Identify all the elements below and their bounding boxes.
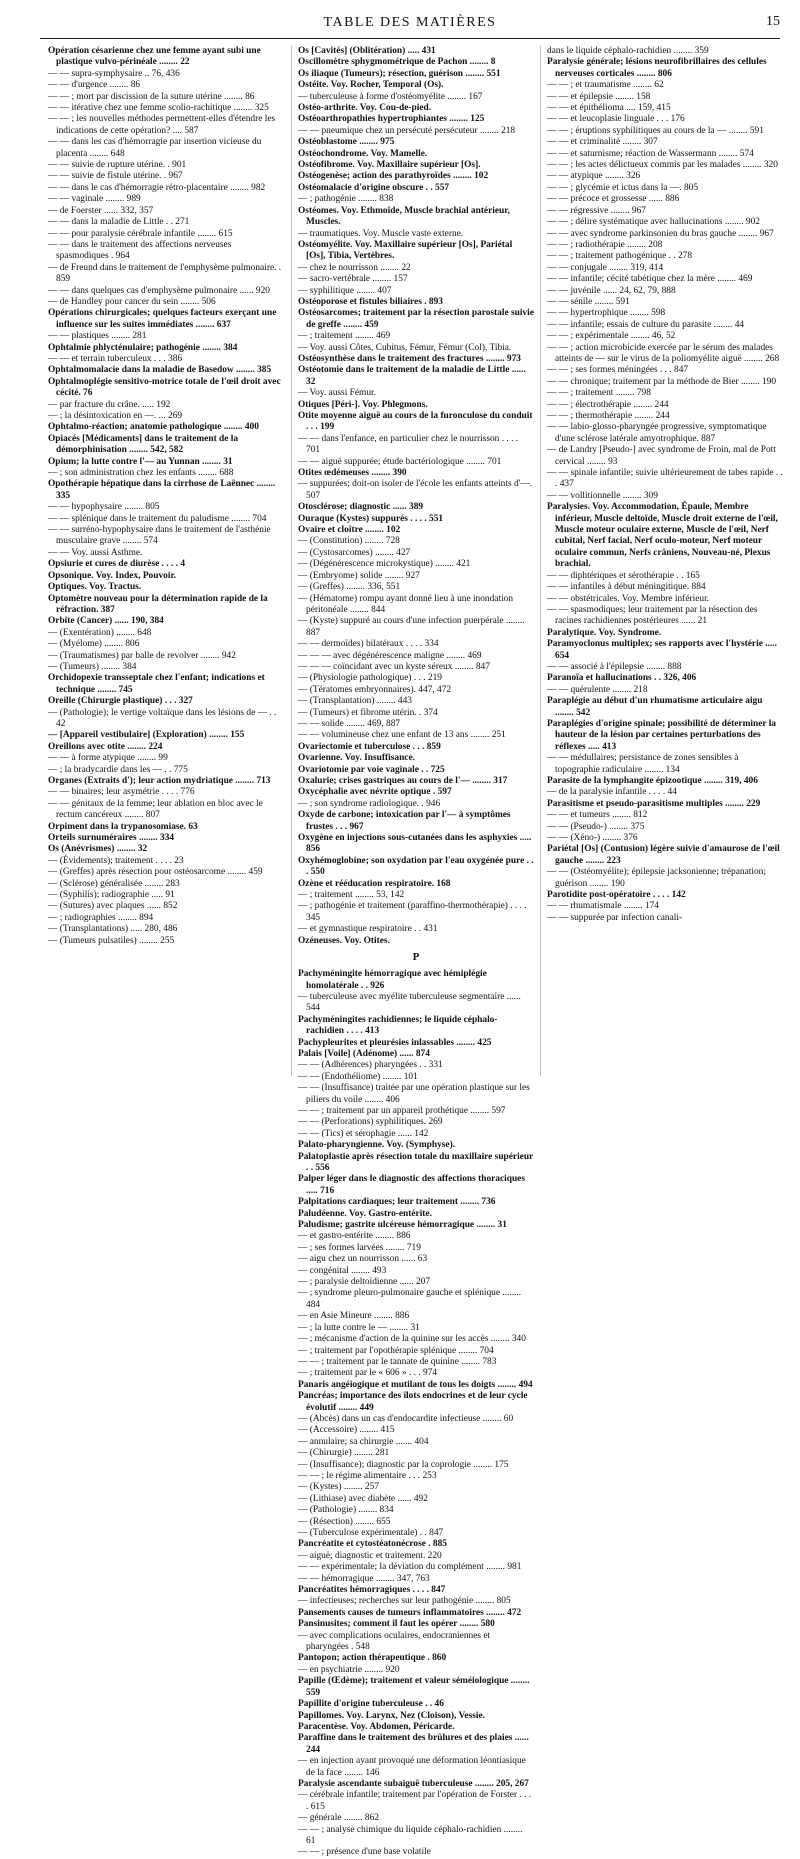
index-entry: — — ; thermothérapie ........ 244 — [547, 411, 670, 421]
index-entry: — suppurées; doit-on isoler de l'école les enfants atteints d'—. 507 — [298, 479, 533, 501]
index-entry: — — et terrain tuberculeux . . . 386 — [48, 353, 183, 364]
index-entry: — traumatiques. Voy. Muscle vaste externe. — [298, 228, 464, 239]
index-entry: Paraffine dans le traitement des brûlures et des plaies ...... 244 — [298, 1733, 529, 1755]
index-entry: Ostéite. Voy. Rocher, Temporal (Os). — [298, 80, 444, 91]
index-entry: — — splénique dans le traitement du paludisme ........ 704 — [48, 513, 267, 524]
index-entry: — — ; expérimentale ........ 46, 52 — [547, 331, 676, 342]
index-entry: — — ; les actes délictueux commis par les malades ........ 320 — [547, 160, 778, 171]
index-entry: Ophtalmomalacie dans la maladie de Basedow ........ 385 — [48, 365, 272, 376]
index-entry: Parasitisme et pseudo-parasitisme multiples ........ 229 — [547, 798, 761, 809]
index-entry: Ozéneuses. Voy. Otites. — [298, 935, 390, 946]
index-entry: Orpiment dans la trypanosomiase. 63 — [48, 821, 198, 832]
index-entry: — — et saturnisme; réaction de Wassermann ........ 574 — [547, 148, 754, 159]
index-entry: — ; traitement par l'opothérapie splénique ........ 704 — [298, 1345, 494, 1356]
index-entry: Orbite (Cancer) ...... 190, 384 — [48, 616, 164, 627]
index-entry: — (Transplantations) ..... 280, 486 — [48, 924, 178, 935]
index-entry: — chez le nourrisson ........ 22 — [298, 262, 411, 273]
index-entry: — — avec syndrome parkinsonien du bras gauche ........ 967 — [547, 228, 774, 239]
index-entry: — par fracture du crâne. ..... 192 — [48, 399, 171, 410]
index-entry: Ostéoporose et fistules biliaires . 893 — [298, 296, 443, 307]
index-entry: — — labio-glosso-pharyngée progressive, symptomatique d'une sclérose latérale amyotrophique. 887 — [547, 422, 767, 444]
index-entry: Paracentèse. Voy. Abdomen, Péricarde. — [298, 1721, 455, 1732]
index-entry: — — et épithélioma .... 159, 415 — [547, 103, 671, 114]
index-entry: — — — avec dégénérescence maligne ........ 469 — [298, 650, 482, 661]
index-entry: Ophtalmoplégie sensitivo-motrice totale de l'œil droit avec cécité. 76 — [48, 376, 281, 399]
index-entry: — (Insuffisance); diagnostic par la coprologie ........ 175 — [298, 1459, 509, 1470]
index-entry: Opiacés [Médicaments] dans le traitement de la démorphinisation ........ 542, 582 — [48, 433, 239, 456]
index-entry: Opsonique. Voy. Index, Pouvoir. — [48, 570, 177, 581]
index-entry: Os iliaque (Tumeurs); résection, guérison ........ 551 — [298, 68, 501, 79]
index-entry: Ostéomyélite. Voy. Maxillaire supérieur [Os], Pariétal [Os], Tibia, Vertèbres. — [298, 239, 513, 262]
index-entry: Palais [Voile] (Adénome) ...... 874 — [298, 1048, 430, 1059]
index-entry: — sacro-vertébrale ........ 157 — [298, 274, 408, 285]
index-entry: — tuberculeuse à forme d'ostéomyélite ........ 167 — [298, 91, 483, 102]
index-entry: — — ; les nouvelles méthodes permettent-elles d'étendre les indications de cette opération? .... 587 — [48, 114, 276, 136]
index-entry: Orteils surnuméraires ........ 334 — [48, 833, 175, 844]
index-entry: — — (Pseudo-) ........ 375 — [547, 821, 645, 832]
index-entry: — — associé à l'épilepsie ........ 888 — [547, 661, 682, 672]
index-entry: — — hypertrophique ........ 598 — [547, 308, 666, 319]
index-entry: Optomètre nouveau pour la détermination rapide de la réfraction. 387 — [48, 593, 268, 615]
index-entry: — (Hématome) rompu ayant donné lieu à une inondation péritonéale ........ 844 — [298, 593, 514, 615]
index-entry: — — supra-symphysaire .. 76, 436 — [48, 68, 180, 79]
index-entry: Pancréas; importance des îlots endocrines et de leur cycle évolutif ........ 449 — [298, 1391, 528, 1413]
index-column-1 — [42, 46, 291, 1076]
index-entry: Paraplégies d'origine spinale; possibilité de déterminer la hauteur de la lésion par certaines perturbations des réflexes ..... 413 — [547, 718, 776, 752]
index-entry: — ; son syndrome radiologique. . 946 — [298, 798, 441, 809]
index-entry: Parotidite post-opératoire . . . . 142 — [547, 890, 686, 901]
index-entry: — — pneumique chez un persécuté persécuteur ........ 218 — [298, 125, 516, 136]
index-entry: — — ; action microbicide exercée par le sérum des malades atteints de — sur le virus de la poliomyélite aiguë ........ 268 — [547, 342, 780, 364]
index-entry: Ophtalmo-réaction; anatomie pathologique ........ 400 — [48, 422, 259, 433]
index-entry: — syphilitique ........ 407 — [298, 285, 392, 296]
index-entry: — (Myélome) ........ 806 — [48, 639, 140, 650]
index-entry: — — suivie de fistule utérine. . 967 — [48, 171, 183, 182]
index-entry: — — ; délire systématique avec hallucinations ........ 902 — [547, 217, 760, 228]
index-entry: — — spasmodiques; leur traitement par la résection des racines rachidiennes postérieures ...... 21 — [547, 604, 758, 627]
index-entry: Oreillons avec otite ........ 224 — [48, 741, 163, 752]
index-entry: Ostéofibrome. Voy. Maxillaire supérieur [Os]. — [298, 160, 481, 171]
index-entry: Orchidopexie transseptale chez l'enfant; indications et technique ........ 745 — [48, 673, 265, 695]
index-entry: Paralysies. Voy. Accommodation, Épaule, Membre inférieur, Muscle deltoïde, Muscle droit externe de l'œil, Muscle moteur oculaire externe, Muscle de l'œil, Nerf cubital, Nerf facial, Nerf oculo-moteur, Nerf moteur oculaire commun, Nerfs crâniens, Nouveau-né, Plexus brachial. — [547, 502, 778, 570]
index-entry: Os [Cavités] (Oblitération) ..... 431 — [298, 46, 436, 56]
index-entry: — — spinale infantile; suivie ultérieurement de tabes rapide . . . 437 — [547, 468, 783, 490]
index-entry: Paramyoclonus multiplex; ses rapports avec l'hystérie ..... 654 — [547, 639, 777, 661]
index-entry: — aigu chez un nourrisson ...... 63 — [298, 1254, 428, 1265]
index-entry: — de Handley pour cancer du sein ........ 506 — [48, 296, 216, 307]
index-entry: Palpitations cardiaques; leur traitement ........ 736 — [298, 1197, 496, 1208]
index-entry: — — dermoïdes) bilatéraux . . . . 334 — [298, 639, 439, 650]
index-entry: — — suppurée par infection canali- — [547, 912, 683, 923]
index-entry: — (Tuberculose expérimentale) . . 847 — [298, 1528, 444, 1538]
index-entry: — — ; mort par discission de la suture utérine ........ 86 — [48, 91, 255, 102]
index-entry: Opium; la lutte contre l'— au Yunnan ........ 31 — [48, 456, 233, 467]
index-entry: — Voy. aussi Côtes, Cubitus, Fémur, Fémur (Col), Tibia. — [298, 342, 512, 353]
index-entry: Otosclérose; diagnostic ...... 389 — [298, 502, 424, 513]
index-column-3 — [540, 46, 789, 1076]
index-entry: — — dans le traitement des affections nerveuses spasmodiques . 964 — [48, 239, 232, 262]
index-entry: — congénital ........ 493 — [298, 1265, 387, 1276]
index-entry: Panaris angéiogique et mutilant de tous les doigts ........ 494 — [298, 1379, 533, 1390]
index-entry: Paludisme; gastrite ulcéreuse hémorragique ........ 31 — [298, 1220, 507, 1231]
index-entry: Paralysie ascendante subaiguë tuberculeuse ........ 205, 267 — [298, 1778, 529, 1789]
index-entry: — — précoce et grossesse ...... 886 — [547, 194, 680, 205]
index-entry: — — dans la maladie de Little . . 271 — [48, 217, 190, 228]
index-entry: — [Appareil vestibulaire] (Exploration) ........ 155 — [48, 730, 245, 741]
index-entry: — (Transplantation) ........ 443 — [298, 696, 412, 707]
index-entry: — (Greffes) ........ 336, 551 — [298, 582, 401, 593]
index-entry: dans le liquide céphalo-rachidien ........ 359 — [547, 46, 709, 56]
index-entry: — de Foerster ...... 332, 357 — [48, 205, 154, 216]
index-entry: Pachypleurites et pleurésies inlassables ........ 425 — [298, 1037, 492, 1048]
index-entry: Oxygène en injections sous-cutanées dans les asphyxies ..... 856 — [298, 833, 532, 855]
index-entry: — — plastiques ........ 281 — [48, 331, 147, 342]
index-entry: Ozène et rééducation respiratoire. 168 — [298, 878, 451, 889]
index-entry: — — aiguë suppurée; étude bactériologique ........ 701 — [298, 456, 502, 467]
index-entry: — tuberculeuse avec myélite tuberculeuse segmentaire ...... 544 — [298, 991, 521, 1014]
index-entry: — (Tumeurs pulsatiles) ........ 255 — [48, 935, 175, 946]
index-entry: — — itérative chez une femme scolio-rachitique ........ 325 — [48, 103, 269, 114]
index-entry: — (Kyste) suppuré au cours d'une infection puerpérale ........ 887 — [298, 616, 525, 638]
index-entry: — ; la bradycardie dans les — . . 775 — [48, 764, 188, 775]
index-entry: Paralytique. Voy. Syndrome. — [547, 627, 662, 638]
index-entry: — ; la lutte contre le — ........ 31 — [298, 1322, 420, 1333]
index-entry: Papillomes. Voy. Larynx, Nez (Cloison), Vessie. — [298, 1710, 485, 1721]
index-entry: — ; la désintoxication en —. ... 269 — [48, 411, 183, 421]
index-entry: Ostéo-arthrite. Voy. Cou-de-pied. — [298, 103, 432, 114]
index-entry: Papillite d'origine tuberculeuse . . 46 — [298, 1699, 444, 1710]
index-entry: — — dans l'enfance, en particulier chez le nourrisson . . . . 701 — [298, 433, 519, 456]
index-entry: Pachyméningites rachidiennes; le liquide céphalo-rachidien . . . . 413 — [298, 1014, 498, 1037]
index-entry: — (Tumeurs) et fibrome utérin. . 374 — [298, 707, 438, 718]
index-column-2 — [291, 46, 540, 1858]
index-entry: Ostéomalacie d'origine obscure . . 557 — [298, 182, 450, 193]
section-letter-p: P — [412, 951, 420, 964]
index-entry: Palper léger dans le diagnostic des affections thoraciques ..... 716 — [298, 1174, 525, 1196]
index-entry: — — Voy. aussi Asthme. — [48, 547, 143, 558]
index-entry: Oxalurie; crises gastriques au cours de l'— ........ 317 — [298, 776, 508, 786]
index-entry: Paludéenne. Voy. Gastro-entérite. — [298, 1208, 432, 1219]
index-entry: — (Résection) ........ 655 — [298, 1516, 391, 1527]
index-entry: Papille (Œdème); traitement et valeur séméiologique ........ 559 — [298, 1676, 530, 1698]
index-entry: — — (Insuffisance) traitée par une opération plastique sur les piliers du voile ........ 406 — [298, 1083, 530, 1105]
index-entry: Ostéosynthèse dans le traitement des fractures ........ 973 — [298, 353, 521, 364]
index-entry: — — ; électrothérapie ........ 244 — [547, 399, 669, 410]
index-entry: — (Chirurgie) ........ 281 — [298, 1448, 390, 1459]
index-entry: — infectieuses; recherches sur leur pathogénie ........ 805 — [298, 1596, 511, 1607]
index-entry: — (Dégénérescence microkystique) ........ 421 — [298, 559, 471, 570]
index-entry: — — régressive ........ 967 — [547, 205, 646, 216]
index-entry: — (Greffes) après résection pour ostéosarcome ........ 459 — [48, 867, 263, 878]
index-entry: — — dans le cas d'hémorragie rétro-placentaire ........ 982 — [48, 182, 266, 193]
index-entry: Ostéochondrome. Voy. Mamelle. — [298, 148, 428, 159]
index-entry: — (Pathologie); le vertige voltaïque dans les lésions de — . . 42 — [48, 707, 277, 729]
index-entry: — ; son administration chez les enfants ........ 688 — [48, 468, 234, 479]
index-entry: — (Lithiase) avec diabète ...... 492 — [298, 1493, 428, 1504]
index-entry: — ; paralysie deltoïdienne ...... 207 — [298, 1277, 431, 1288]
page-title: TABLE DES MATIÈRES — [323, 15, 497, 30]
index-entry: — — suivie de rupture utérine. . 901 — [48, 160, 187, 171]
index-entry: Ovarienne. Voy. Insuffisance. — [298, 753, 415, 764]
index-entry: — — ; le régime alimentaire . . . 253 — [298, 1470, 437, 1481]
index-entry: — ; syndrome pleuro-pulmonaire gauche et splénique ........ 484 — [298, 1288, 522, 1310]
index-entry: — — juvénile ...... 24, 62, 79, 888 — [547, 285, 676, 296]
index-entry: — ; radiographies ........ 894 — [48, 912, 154, 923]
index-entry: — — ; ses formes méningées . . . 847 — [547, 365, 689, 376]
index-entry: Ostéosarcomes; traitement par la résection parostale suivie de greffe ........ 459 — [298, 308, 534, 330]
index-entry: Paralysie générale; lésions neurofibrillaires des cellules nerveuses corticales ........ 806 — [547, 57, 767, 79]
index-entry: Ostéotomie dans le traitement de la maladie de Little ...... 32 — [298, 365, 526, 387]
index-entry: — — ; éruptions syphilitiques au cours de la — ........ 591 — [547, 125, 764, 136]
index-entry: — — solide ........ 469, 887 — [298, 718, 401, 729]
index-entry: — (Cystosarcomes) ........ 427 — [298, 547, 411, 558]
index-entry: Opérations chirurgicales; quelques facteurs exerçant une influence sur les suites immédiates ........ 637 — [48, 308, 277, 330]
index-entry: Oreille (Chirurgie plastique) . . . 327 — [48, 696, 193, 707]
index-entry: — annulaire; sa chirurgie ....... 404 — [298, 1436, 429, 1447]
index-entry: — ; ses formes larvées ........ 719 — [298, 1242, 421, 1253]
index-entry: Ostéoarthropathies hypertrophiantes ........ 125 — [298, 114, 485, 125]
index-entry: — en injection ayant provoqué une déformation léontiasique de la face ........ 146 — [298, 1756, 526, 1778]
index-entry: — et gastro-entérite ........ 886 — [298, 1231, 411, 1242]
index-entry: — — hypophysaire ........ 805 — [48, 502, 160, 513]
index-entry: — — et criminalité ........ 307 — [547, 137, 658, 148]
index-entry: — (Traumatismes) par balle de revolver ........ 942 — [48, 650, 236, 661]
index-entry: Ostéogenèse; action des parathyroïdes ........ 102 — [298, 171, 489, 182]
index-entry: Pancréatite et cytostéatonécrose . 885 — [298, 1539, 447, 1550]
index-entry: — (Accessoire) ........ 415 — [298, 1425, 395, 1436]
index-entry: — — binaires; leur asymétrie . . . . 776 — [48, 787, 195, 798]
index-entry: Organes (Extraits d'); leur action mydriatique ........ 713 — [48, 776, 271, 786]
index-entry: — — diphtériques et sérothérapie . . 165 — [547, 570, 700, 581]
index-entry: Otite moyenne aiguë au cours de la furonculose du conduit . . . 199 — [298, 411, 533, 433]
index-entry: Oxyhémoglobine; son oxydation par l'eau oxygénée pure . . . 550 — [298, 855, 534, 878]
index-entry: — (Tumeurs) ........ 384 — [48, 661, 137, 672]
index-entry: — (Abcès) dans un cas d'endocardite infectieuse ........ 60 — [298, 1413, 514, 1424]
index-entry: — — pour paralysie cérébrale infantile ........ 615 — [48, 228, 233, 239]
index-entry: Parasite de la lymphangite épizootique ........ 319, 406 — [547, 776, 758, 786]
index-entry: — ; traitement par le « 606 » . . . 974 — [298, 1368, 438, 1379]
index-entry: — — et leucoplasie linguale . . . 176 — [547, 114, 685, 125]
index-entry: Palatoplastie après résection totale du maxillaire supérieur . . 556 — [298, 1151, 534, 1173]
index-entry: — ; traitement ........ 469 — [298, 331, 391, 342]
index-entry: — générale ........ 862 — [298, 1813, 379, 1824]
index-entry: — et gymnastique respiratoire . . 431 — [298, 924, 438, 935]
index-entry: Ophtalmie phlycténulaire; pathogénie ........ 384 — [48, 342, 238, 353]
index-entry: Os (Anévrismes) ........ 32 — [48, 844, 148, 855]
index-entry: — — infantile; cécité tabétique chez la mère ........ 469 — [547, 274, 753, 285]
index-entry: — (Constitution) ........ 728 — [298, 536, 400, 547]
index-entry: Ostéoblastome ........ 975 — [298, 137, 395, 148]
index-entry: — — (Perforations) syphilitiques. 269 — [298, 1117, 443, 1128]
index-entry: — — vollitionnelle ........ 309 — [547, 490, 658, 501]
index-entry: Ovariectomie et tuberculose . . . 859 — [298, 741, 441, 752]
index-entry: — — quérulente ........ 218 — [547, 684, 648, 695]
index-entry: — — infantiles à début méningitique. 884 — [547, 582, 706, 593]
index-entry: — — ; traitement pathogénique . . 278 — [547, 251, 693, 262]
index-entry: — — génitaux de la femme; leur ablation en bloc avec le rectum cancéreux ........ 807 — [48, 798, 263, 821]
index-entry: — — (Tics) et sérophagie ...... 142 — [298, 1128, 429, 1139]
index-entry: — — vaginale ........ 989 — [48, 194, 141, 205]
index-entry: Pansements causes de tumeurs inflammatoires ........ 472 — [298, 1607, 522, 1618]
index-entry: — — médullaires; persistance de zones sensibles à topographie radiculaire ........ 134 — [547, 753, 739, 775]
index-entry: — Voy. aussi Fémur. — [298, 388, 376, 399]
index-entry: Opération césarienne chez une femme ayant subi une plastique vulvo-périnéale ........ 22 — [48, 46, 261, 68]
index-entry: — (Sutures) avec plaques ...... 852 — [48, 901, 178, 912]
index-entry: — — — coïncidant avec un kyste séreux ........ 847 — [298, 661, 490, 672]
index-entry: — (Pathologie) ........ 834 — [298, 1505, 394, 1516]
index-entry: — — atypique ........ 326 — [547, 171, 641, 182]
index-entry: — — (Ostéomyélite); épilepsie jacksonienne; trépanation; guérison ........ 190 — [547, 867, 766, 889]
index-entry: — (Physiologie pathologique) . . . 219 — [298, 673, 442, 684]
index-entry: — — expérimentale; la déviation du complément ........ 981 — [298, 1562, 522, 1573]
index-entry: — — ; traitement ........ 798 — [547, 388, 651, 399]
index-columns — [42, 46, 790, 1858]
index-entry: — ; traitement ........ 53, 142 — [298, 890, 405, 901]
index-entry: — (Syphilis); radiographie ..... 91 — [48, 890, 175, 901]
index-entry: Oxycéphalie avec névrite optique . 597 — [298, 787, 452, 798]
index-entry: — (Sclérose) généralisée ........ 283 — [48, 878, 180, 889]
index-entry: — — ; présence d'une base volatile — [298, 1847, 431, 1858]
index-entry: — — dans les cas d'hémorragie par insertion vicieuse du placenta ........ 648 — [48, 137, 262, 159]
index-entry: Palato-pharyngienne. Voy. (Symphyse). — [298, 1140, 456, 1151]
index-entry: — — obstétricales. Voy. Membre inférieur. — [547, 593, 710, 604]
index-entry: Ovariotomie par voie vaginale . . 725 — [298, 764, 445, 775]
index-entry: Oscillomètre sphygmométrique de Pachon ........ 8 — [298, 57, 496, 68]
index-entry: — — ; traitement par un appareil prothétique ........ 597 — [298, 1105, 506, 1116]
index-entry: Pancréatites hémorragiques . . . . 847 — [298, 1585, 446, 1596]
index-entry: Paraplégie au début d'un rhumatisme articulaire aigu ........ 542 — [547, 696, 763, 718]
index-entry: — — d'urgence ........ 86 — [48, 80, 141, 91]
index-entry: — — ; traitement par le tannate de quinine ........ 783 — [298, 1356, 497, 1367]
index-entry: Otites œdémeuses ........ 390 — [298, 468, 407, 479]
index-entry: Ouraque (Kystes) suppurés . . . . 551 — [298, 513, 444, 524]
index-entry: — de Freund dans le traitement de l'emphysème pulmonaire. . 859 — [48, 262, 282, 285]
index-entry: — aiguë; diagnostic et traitement. 220 — [298, 1550, 442, 1561]
index-entry: — ; pathogénie ........ 838 — [298, 194, 394, 205]
index-entry: Opothérapie hépatique dans la cirrhose de Laënnec ........ 335 — [48, 479, 276, 501]
index-entry: — de Landry [Pseudo-] avec syndrome de Froin, mal de Pott cervical ........ 93 — [547, 445, 776, 467]
index-entry: — (Embryome) solide ........ 927 — [298, 570, 420, 581]
index-entry: — — surréno-hypophysaire dans le traitement de l'asthénie musculaire grave ........ 574 — [48, 525, 271, 547]
index-entry: — — ; analyse chimique du liquide céphalo-rachidien ........ 61 — [298, 1824, 523, 1846]
index-entry: — — dans quelques cas d'emphysème pulmonaire ...... 920 — [48, 285, 270, 296]
index-entry: — — ; glycémie et ictus dans la —. 805 — [547, 182, 699, 193]
page-number: 15 — [766, 14, 780, 29]
index-entry: — — hémorragique ........ 347, 763 — [298, 1573, 430, 1584]
index-entry: Pariétal [Os] (Contusion) légère suivie d'amaurose de l'œil gauche ........ 223 — [547, 844, 780, 866]
index-entry: — — (Xéno-) ........ 376 — [547, 833, 638, 844]
index-entry: — — volumineuse chez une enfant de 13 ans ........ 251 — [298, 730, 506, 741]
index-entry: — — et tumeurs ........ 812 — [547, 810, 648, 821]
index-entry: — (Exentération) ........ 648 — [48, 627, 152, 638]
index-entry: Oxyde de carbone; intoxication par l'— à symptômes frustes . . . 967 — [298, 810, 511, 832]
index-entry: Pantopon; action thérapeutique . 860 — [298, 1653, 447, 1664]
index-entry: — — et épilepsie ........ 158 — [547, 91, 651, 102]
index-entry: — — rhumatismale ........ 174 — [547, 901, 659, 912]
index-entry: — — infantile; essais de culture du parasite ........ 44 — [547, 319, 745, 330]
index-entry: — — (Endothéliome) ........ 101 — [298, 1071, 418, 1082]
index-entry: — — chronique; traitement par la méthode de Bier ........ 190 — [547, 376, 777, 387]
index-entry: — — ; et traumatisme ........ 62 — [547, 80, 664, 91]
index-entry: — — sénile ........ 591 — [547, 296, 630, 307]
index-entry: — — conjugale ........ 319, 414 — [547, 262, 664, 273]
index-entry: Otiques [Péri-]. Voy. Phlegmons. — [298, 399, 428, 410]
index-entry: — ; mécanisme d'action de la quinine sur les accès ........ 340 — [298, 1334, 526, 1345]
index-entry: — — ; radiothérapie ........ 208 — [547, 239, 663, 250]
index-entry: Opsiurie et cures de diurèse . . . . 4 — [48, 559, 186, 570]
index-entry: — (Tératomes embryonnaires). 447, 472 — [298, 684, 452, 695]
index-entry: Ostéomes. Voy. Ethmoïde, Muscle brachial antérieur, Muscles. — [298, 205, 510, 228]
index-entry: — (Kystes) ........ 257 — [298, 1482, 379, 1493]
index-entry: Paranoïa et hallucinations . . 326, 406 — [547, 673, 697, 684]
index-entry: — — (Adhérences) pharyngées . . 331 — [298, 1060, 443, 1071]
index-entry: — de la paralysie infantile . . . . 44 — [547, 787, 677, 798]
index-entry: — (Évidements); traitement . . . . 23 — [48, 855, 184, 866]
index-entry: Pansinusites; comment il faut les opérer ........ 580 — [298, 1619, 495, 1630]
index-entry: — en Asie Mineure ........ 886 — [298, 1311, 410, 1322]
index-entry: — avec complications oculaires, endocraniennes et pharyngées . 548 — [298, 1630, 491, 1653]
index-entry: — — à forme atypique ........ 99 — [48, 753, 168, 764]
page-header — [40, 12, 780, 39]
index-entry: — cérébrale infantile; traitement par l'opération de Forster . . . . 615 — [298, 1790, 532, 1812]
index-entry: Optiques. Voy. Tractus. — [48, 582, 142, 593]
index-entry: — ; pathogénie et traitement (paraffino-thermothérapie) . . . . 345 — [298, 901, 527, 923]
index-entry: — en psychiatrie ........ 920 — [298, 1664, 400, 1675]
index-entry: Pachyméningite hémorragique avec hémiplégie homolatérale . . 926 — [298, 969, 487, 991]
index-entry: Ovaire et cloître ........ 102 — [298, 525, 401, 536]
